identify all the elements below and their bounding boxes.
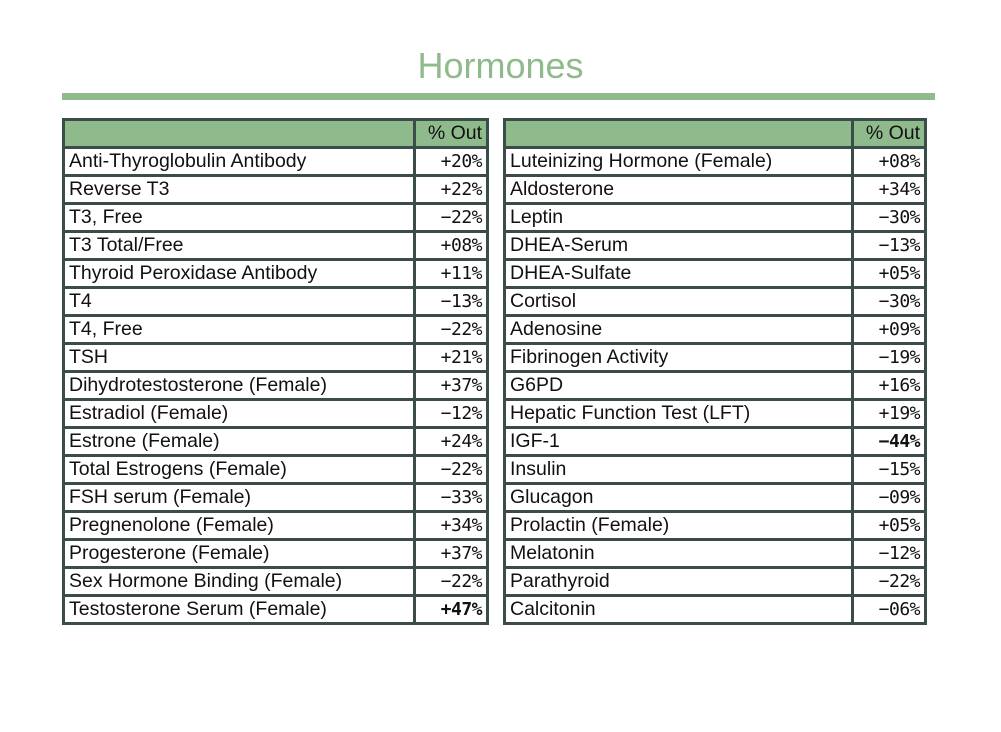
title-underline <box>62 93 935 100</box>
hormone-name: Sex Hormone Binding (Female) <box>64 568 415 596</box>
table-row <box>505 512 926 540</box>
hormone-name: Glucagon <box>505 484 853 512</box>
hormone-name: Estrone (Female) <box>64 428 415 456</box>
hormone-name: Testosterone Serum (Female) <box>64 596 415 624</box>
percent-out-value: −12% <box>415 400 488 428</box>
table-row <box>505 344 926 372</box>
table-row <box>505 232 926 260</box>
hormone-name: Thyroid Peroxidase Antibody <box>64 260 415 288</box>
table-row <box>505 204 926 232</box>
percent-out-value: −19% <box>853 344 926 372</box>
percent-out-value: −13% <box>415 288 488 316</box>
table-row <box>64 316 488 344</box>
percent-out-value: +08% <box>853 148 926 176</box>
table-row <box>64 540 488 568</box>
percent-out-value: +21% <box>415 344 488 372</box>
hormone-name: Luteinizing Hormone (Female) <box>505 148 853 176</box>
percent-out-value: −30% <box>853 204 926 232</box>
hormone-name: G6PD <box>505 372 853 400</box>
table-row <box>64 260 488 288</box>
hormone-name: T3 Total/Free <box>64 232 415 260</box>
table-row <box>505 596 926 624</box>
percent-out-value: −09% <box>853 484 926 512</box>
percent-out-value: −22% <box>415 456 488 484</box>
hormone-name: Hepatic Function Test (LFT) <box>505 400 853 428</box>
table-row <box>64 456 488 484</box>
percent-out-value: −33% <box>415 484 488 512</box>
hormone-name: Progesterone (Female) <box>64 540 415 568</box>
percent-out-value: +34% <box>415 512 488 540</box>
percent-out-value: +22% <box>415 176 488 204</box>
table-row <box>64 176 488 204</box>
table-row <box>505 540 926 568</box>
percent-out-value: +37% <box>415 372 488 400</box>
percent-out-value: +34% <box>853 176 926 204</box>
hormone-name: Parathyroid <box>505 568 853 596</box>
table-row <box>505 568 926 596</box>
table-row <box>505 148 926 176</box>
hormone-name: Insulin <box>505 456 853 484</box>
percent-out-value: +37% <box>415 540 488 568</box>
table-row <box>64 372 488 400</box>
hormone-name: Prolactin (Female) <box>505 512 853 540</box>
hormone-name: Adenosine <box>505 316 853 344</box>
percent-out-value: −13% <box>853 232 926 260</box>
hormone-name: Total Estrogens (Female) <box>64 456 415 484</box>
hormone-name: DHEA-Serum <box>505 232 853 260</box>
percent-out-value: +20% <box>415 148 488 176</box>
hormone-name: Reverse T3 <box>64 176 415 204</box>
percent-out-value: +24% <box>415 428 488 456</box>
hormone-name: Calcitonin <box>505 596 853 624</box>
right-hormone-table <box>503 118 927 625</box>
table-row <box>64 428 488 456</box>
hormone-name: Anti-Thyroglobulin Antibody <box>64 148 415 176</box>
table-row <box>505 372 926 400</box>
hormone-name: T4 <box>64 288 415 316</box>
table-row <box>64 148 488 176</box>
table-row <box>64 232 488 260</box>
hormone-name: T3, Free <box>64 204 415 232</box>
hormone-name: DHEA-Sulfate <box>505 260 853 288</box>
table-row <box>64 568 488 596</box>
percent-out-value: −06% <box>853 596 926 624</box>
left-hormone-table <box>62 118 489 625</box>
table-row <box>505 456 926 484</box>
table-row <box>64 484 488 512</box>
percent-out-value: +47% <box>415 596 488 624</box>
percent-out-value: +08% <box>415 232 488 260</box>
hormone-name: T4, Free <box>64 316 415 344</box>
table-header-row <box>505 120 926 148</box>
hormone-name: Aldosterone <box>505 176 853 204</box>
percent-out-value: +09% <box>853 316 926 344</box>
table-header-row <box>64 120 488 148</box>
hormone-name: Pregnenolone (Female) <box>64 512 415 540</box>
hormone-name: Dihydrotestosterone (Female) <box>64 372 415 400</box>
table-row <box>64 512 488 540</box>
hormone-name: Fibrinogen Activity <box>505 344 853 372</box>
percent-out-value: +19% <box>853 400 926 428</box>
table-row <box>64 400 488 428</box>
percent-out-value: +05% <box>853 512 926 540</box>
percent-out-value: +05% <box>853 260 926 288</box>
hormone-name: TSH <box>64 344 415 372</box>
table-row <box>64 596 488 624</box>
table-row <box>505 316 926 344</box>
hormone-name: Leptin <box>505 204 853 232</box>
table-row <box>64 344 488 372</box>
table-row <box>505 428 926 456</box>
percent-out-value: −15% <box>853 456 926 484</box>
page-title: Hormones <box>417 45 584 86</box>
hormone-name: Cortisol <box>505 288 853 316</box>
table-row <box>505 400 926 428</box>
percent-out-value: −12% <box>853 540 926 568</box>
percent-out-value: +16% <box>853 372 926 400</box>
percent-out-header: % Out <box>415 120 488 148</box>
hormone-name: Estradiol (Female) <box>64 400 415 428</box>
hormone-name: IGF-1 <box>505 428 853 456</box>
name-column-header <box>505 120 853 148</box>
hormone-name: FSH serum (Female) <box>64 484 415 512</box>
percent-out-value: −22% <box>853 568 926 596</box>
table-row <box>505 484 926 512</box>
table-row <box>64 204 488 232</box>
percent-out-value: −44% <box>853 428 926 456</box>
percent-out-value: −22% <box>415 204 488 232</box>
name-column-header <box>64 120 415 148</box>
table-row <box>505 176 926 204</box>
table-row <box>505 288 926 316</box>
percent-out-header: % Out <box>853 120 926 148</box>
percent-out-value: +11% <box>415 260 488 288</box>
hormone-name: Melatonin <box>505 540 853 568</box>
percent-out-value: −22% <box>415 316 488 344</box>
table-row <box>505 260 926 288</box>
table-row <box>64 288 488 316</box>
percent-out-value: −30% <box>853 288 926 316</box>
percent-out-value: −22% <box>415 568 488 596</box>
